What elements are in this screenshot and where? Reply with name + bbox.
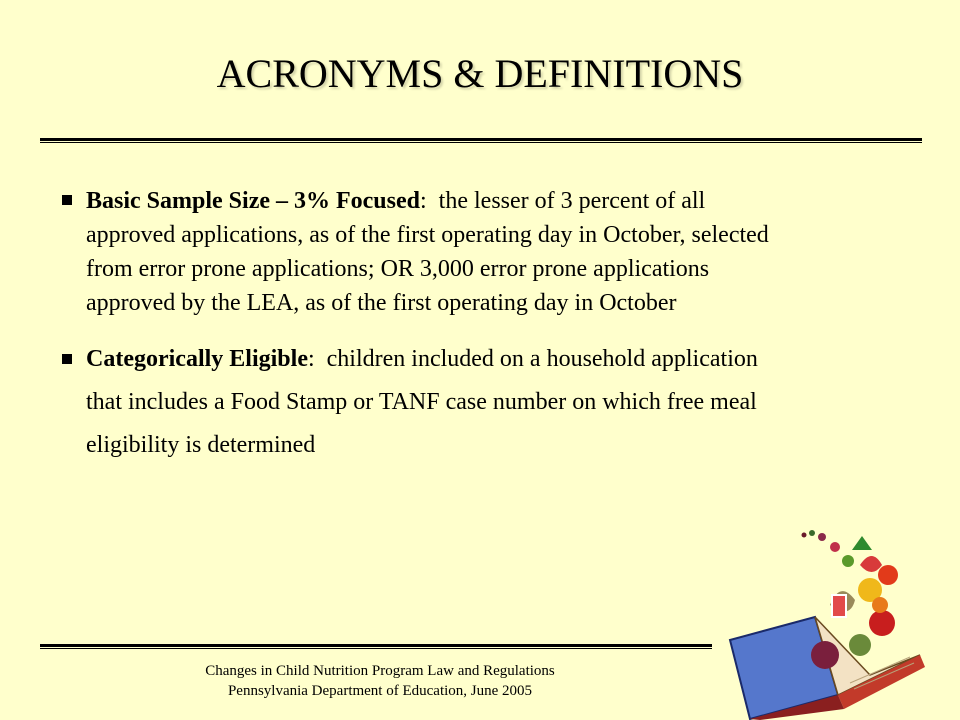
footer-line-department: Pennsylvania Department of Education, June 2005 <box>227 683 533 699</box>
definition-item-basic-sample-size <box>62 184 782 320</box>
definition-list <box>62 184 782 467</box>
slide-title: ACRONYMS & DEFINITIONS <box>216 51 744 96</box>
slide-footer <box>120 661 640 701</box>
definition-term: Basic Sample Size – 3% Focused <box>86 188 420 214</box>
definition-text: children included on a household application that includes a Food Stamp or TANF case number on which free meal eligibility is determined <box>86 346 758 458</box>
footer-divider <box>40 644 712 650</box>
definition-item-categorically-eligible <box>62 338 782 467</box>
book-with-fruits-and-vegetables-icon <box>720 505 950 720</box>
definition-text: the lesser of 3 percent of all approved applications, as of the first operating day in October, selected from error prone applications; OR 3,000 error prone applications approved by the LEA, as of the first operating day in October <box>86 188 769 316</box>
footer-line-program: Changes in Child Nutrition Program Law and Regulations <box>205 663 555 679</box>
definition-separator: : <box>420 188 427 214</box>
title-divider <box>40 138 922 144</box>
bullet-square-icon <box>62 354 72 364</box>
definition-separator: : <box>307 346 315 372</box>
bullet-square-icon <box>62 195 72 205</box>
definition-term: Categorically Eligible <box>86 346 308 372</box>
